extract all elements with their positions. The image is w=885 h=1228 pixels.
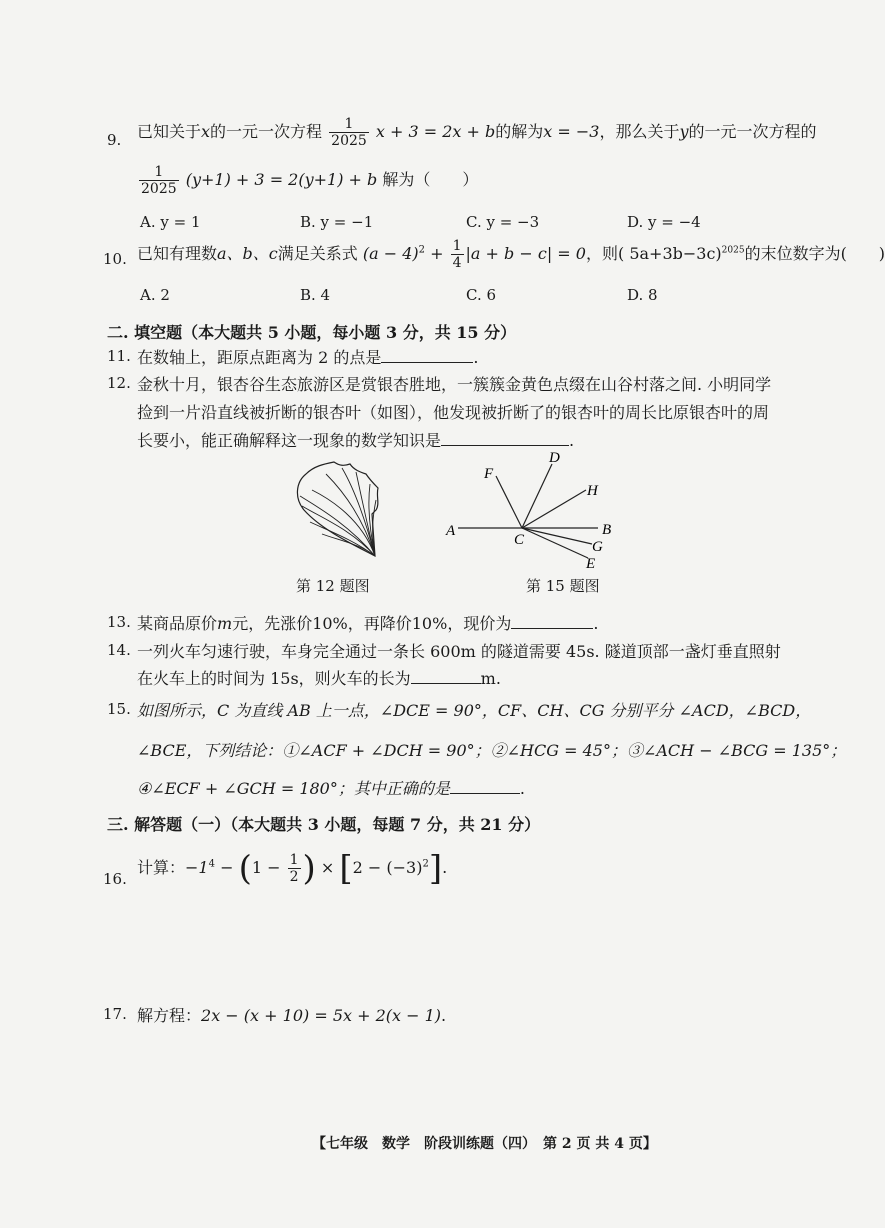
question-15-line-3: ④∠ECF + ∠GCH = 180°；其中正确的是 . [137, 779, 525, 798]
question-15-line-2: ∠BCE，下列结论：①∠ACF + ∠DCH = 90°；②∠HCG = 45°；③∠ACH − ∠BCG = 135°； [137, 741, 847, 760]
label-e: E [586, 556, 596, 572]
answer-blank [450, 779, 520, 794]
question-number: 15. [107, 700, 131, 718]
fraction: $\frac{1}{2025}$ [141, 164, 177, 197]
question-11: 在数轴上，距原点距离为 2 的点是 . [137, 348, 479, 367]
label-a: A [446, 523, 456, 539]
answer-blank [441, 431, 569, 446]
question-9-line-1: 已知关于x的一元一次方程 $\frac{1}{2025}$ x + 3 = 2x + b的解为x = −3，那么关于y的一元一次方程的 [137, 116, 817, 149]
question-12-line-1: 金秋十月，银杏谷生态旅游区是赏银杏胜地，一簇簇金黄色点缀在山谷村落之间. 小明同学 [137, 375, 772, 394]
label-f: F [484, 466, 494, 482]
section-3-heading: 三. 解答题（一）（本大题共 3 小题，每题 7 分，共 21 分） [107, 815, 541, 834]
question-13: 某商品原价m元，先涨价10%，再降价10%，现价为 . [137, 614, 599, 633]
question-17: 解方程：2x − (x + 10) = 5x + 2(x − 1). [137, 1006, 447, 1025]
answer-blank [511, 614, 593, 629]
question-14-line-1: 一列火车匀速行驶，车身完全通过一条长 600m 的隧道需要 45s. 隧道顶部一盏灯垂直照射 [137, 642, 781, 661]
right-bracket: ] [428, 848, 443, 889]
question-number: 11. [107, 347, 131, 365]
label-d: D [549, 450, 560, 466]
angle-diagram-figure [440, 448, 620, 573]
label-g: G [592, 539, 603, 555]
label-h: H [587, 483, 598, 499]
figure-12-caption: 第 12 题图 [296, 577, 370, 595]
answer-blank [381, 348, 473, 363]
question-14-line-2: 在火车上的时间为 15s，则火车的长为 m. [137, 669, 501, 688]
section-2-heading: 二. 填空题（本大题共 5 小题，每小题 3 分，共 15 分） [107, 323, 517, 342]
left-paren: ( [238, 848, 252, 889]
question-16: 计算：$-1^4 - (1$ − $\frac{1}{2}$ ) × $[2 - (-3)^2]$. [137, 848, 448, 889]
option-b: B. y = −1 [300, 213, 374, 231]
question-12-line-2: 捡到一片沿直线被折断的银杏叶（如图），他发现被折断了的银杏叶的周长比原银杏叶的周 [137, 403, 770, 422]
page-footer: 【七年级 数学 阶段训练题（四） 第 2 页 共 4 页】 [312, 1136, 657, 1152]
label-b: B [602, 522, 612, 538]
option-d: D. y = −4 [627, 213, 701, 231]
ginkgo-leaf-figure [282, 460, 392, 560]
question-number: 13. [107, 613, 131, 631]
question-number: 12. [107, 374, 131, 392]
option-c: C. 6 [466, 286, 497, 304]
question-number: 10. [103, 250, 127, 268]
left-bracket: [ [339, 848, 353, 889]
option-b: B. 4 [300, 286, 331, 304]
question-number: 17. [103, 1005, 127, 1023]
option-d: D. 8 [627, 286, 658, 304]
question-15-line-1: 如图所示，C 为直线 AB 上一点，∠DCE = 90°，CF、CH、CG 分别平分 ∠ACD，∠BCD， [137, 701, 812, 720]
question-10-line: 已知有理数a、b、c满足关系式 $(a - 4)^2$ + $\frac{1}{4}$ |a + b − c| = 0，则( 5a+3b−3c)$^{2025}$的末位数字为( ) [137, 238, 885, 271]
question-number: 9. [107, 131, 122, 149]
right-paren: ) [302, 848, 316, 889]
question-number: 14. [107, 641, 131, 659]
fraction: $\frac{1}{2025}$ [331, 116, 367, 149]
question-12-line-3: 长要小，能正确解释这一现象的数学知识是 . [137, 431, 575, 450]
option-a: A. 2 [140, 286, 170, 304]
question-number: 16. [103, 870, 127, 888]
fraction: $\frac{1}{2}$ [289, 852, 299, 885]
label-c: C [514, 532, 525, 548]
option-c: C. y = −3 [466, 213, 540, 231]
answer-blank [411, 669, 481, 684]
question-9-line-2: $\frac{1}{2025}$ (y+1) + 3 = 2(y+1) + b 解为（ ） [141, 164, 479, 197]
option-a: A. y = 1 [140, 213, 201, 231]
figure-15-caption: 第 15 题图 [526, 577, 600, 595]
fraction: $\frac{1}{4}$ [452, 238, 462, 271]
